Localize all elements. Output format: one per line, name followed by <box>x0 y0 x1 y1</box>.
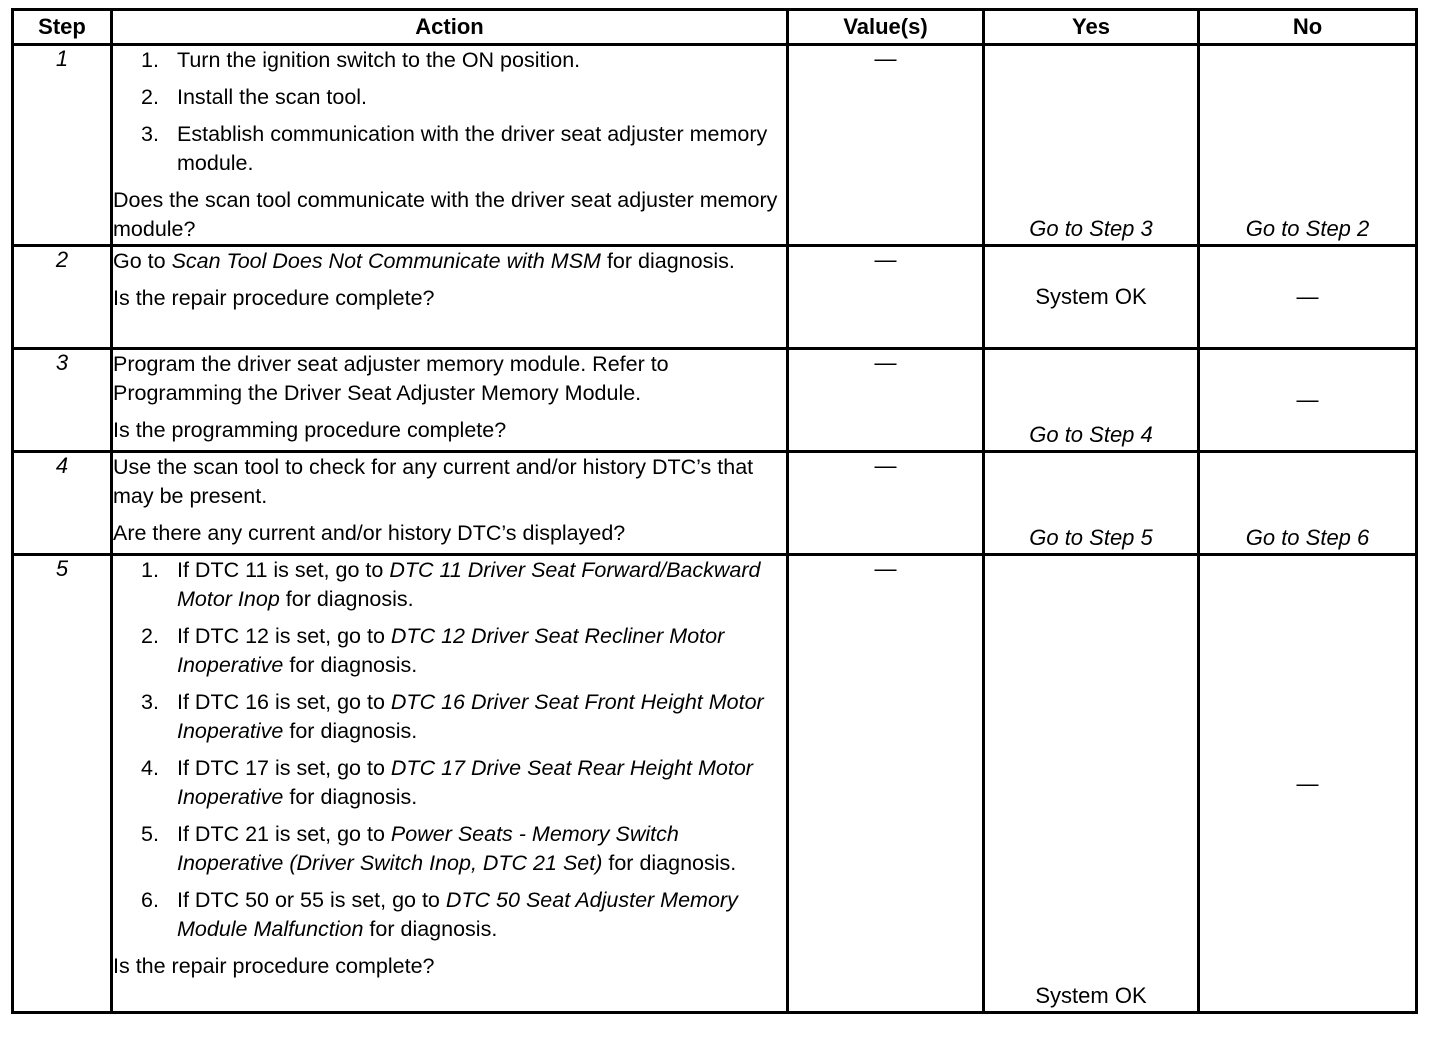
no-cell <box>1199 45 1417 246</box>
header-row <box>13 10 1417 45</box>
table-row-step-3 <box>13 349 1417 452</box>
diagnostic-table <box>11 8 1418 1014</box>
no-cell <box>1199 452 1417 555</box>
procedure-link[interactable]: Power Seats - Memory Switch Inoperative (Driver Switch Inop, DTC 21 Set) <box>177 822 679 875</box>
yes-link[interactable]: Go to Step 3 <box>1029 216 1153 241</box>
question: Is the programming procedure complete? <box>113 418 507 442</box>
table-row-step-4 <box>13 452 1417 555</box>
question: Are there any current and/or history DTC’s displayed? <box>113 521 626 545</box>
yes-link[interactable]: Go to Step 4 <box>1029 422 1153 447</box>
step-number: 2 <box>13 246 112 349</box>
procedure-link[interactable]: DTC 17 Drive Seat Rear Height Motor Inoperative <box>177 756 753 809</box>
value-cell: — <box>788 246 984 349</box>
table-row-step-2 <box>13 246 1417 349</box>
header-values: Value(s) <box>788 10 984 45</box>
question: Is the repair procedure complete? <box>113 954 435 978</box>
no-result: — <box>1296 387 1319 412</box>
no-cell <box>1199 349 1417 452</box>
table-row-step-1 <box>13 45 1417 246</box>
procedure-link[interactable]: DTC 11 Driver Seat Forward/Backward Motor Inop <box>177 558 761 611</box>
list-item: 2. If DTC 12 is set, go to DTC 12 Driver Seat Recliner Motor Inoperative for diagnosis. <box>141 624 725 677</box>
list-item: 2. Install the scan tool. <box>141 85 368 109</box>
yes-cell <box>984 452 1199 555</box>
action-cell <box>112 45 788 246</box>
question: Does the scan tool communicate with the driver seat adjuster memory module? <box>113 188 778 241</box>
action-steps <box>113 46 786 178</box>
action-cell <box>112 555 788 1013</box>
procedure-link[interactable]: DTC 12 Driver Seat Recliner Motor Inoperative <box>177 624 725 677</box>
no-link[interactable]: Go to Step 2 <box>1245 216 1370 241</box>
action-text: Program the driver seat adjuster memory module. Refer to Programming the Driver Seat Adjuster Memory Module. <box>113 352 669 405</box>
no-link[interactable]: Go to Step 6 <box>1245 525 1370 550</box>
procedure-link[interactable]: DTC 50 Seat Adjuster Memory Module Malfunction <box>177 888 738 941</box>
procedure-link[interactable]: Scan Tool Does Not Communicate with MSM <box>171 249 601 273</box>
value-cell: — <box>788 452 984 555</box>
list-item: 5. If DTC 21 is set, go to Power Seats - Memory Switch Inoperative (Driver Switch Inop, DTC 21 Set) for diagnosis. <box>141 822 737 875</box>
no-result: — <box>1296 770 1319 796</box>
header-no: No <box>1199 10 1417 45</box>
list-item: 3. If DTC 16 is set, go to DTC 16 Driver Seat Front Height Motor Inoperative for diagnosis. <box>141 690 764 743</box>
table-row-step-5 <box>13 555 1417 1013</box>
procedure-link[interactable]: DTC 16 Driver Seat Front Height Motor Inoperative <box>177 690 764 743</box>
yes-result: System OK <box>1035 983 1147 1008</box>
action-cell <box>112 349 788 452</box>
list-item: 3. Establish communication with the driver seat adjuster memory module. <box>141 122 768 175</box>
step-number: 3 <box>13 349 112 452</box>
question: Is the repair procedure complete? <box>113 286 435 310</box>
value-cell: — <box>788 555 984 1013</box>
header-action: Action <box>112 10 788 45</box>
value-cell: — <box>788 45 984 246</box>
action-steps <box>113 556 786 944</box>
action-text: Use the scan tool to check for any current and/or history DTC’s that may be present. <box>113 455 754 508</box>
step-number: 1 <box>13 45 112 246</box>
action-text: Go to Scan Tool Does Not Communicate with MSM for diagnosis. <box>113 249 735 273</box>
yes-cell <box>984 45 1199 246</box>
list-item: 1. Turn the ignition switch to the ON position. <box>141 48 581 72</box>
yes-cell <box>984 246 1199 349</box>
value-cell: — <box>788 349 984 452</box>
no-result: — <box>1296 284 1319 309</box>
action-cell <box>112 452 788 555</box>
no-cell <box>1199 246 1417 349</box>
list-item: 1. If DTC 11 is set, go to DTC 11 Driver Seat Forward/Backward Motor Inop for diagnosis. <box>141 558 761 611</box>
yes-cell <box>984 349 1199 452</box>
yes-result: System OK <box>1035 284 1147 309</box>
action-cell <box>112 246 788 349</box>
step-number: 5 <box>13 555 112 1013</box>
yes-link[interactable]: Go to Step 5 <box>1029 525 1153 550</box>
yes-cell <box>984 555 1199 1013</box>
list-item: 4. If DTC 17 is set, go to DTC 17 Drive Seat Rear Height Motor Inoperative for diagnosis. <box>141 756 753 809</box>
step-number: 4 <box>13 452 112 555</box>
no-cell <box>1199 555 1417 1013</box>
header-yes: Yes <box>984 10 1199 45</box>
list-item: 6. If DTC 50 or 55 is set, go to DTC 50 Seat Adjuster Memory Module Malfunction for diagnosis. <box>141 888 738 941</box>
header-step: Step <box>13 10 112 45</box>
